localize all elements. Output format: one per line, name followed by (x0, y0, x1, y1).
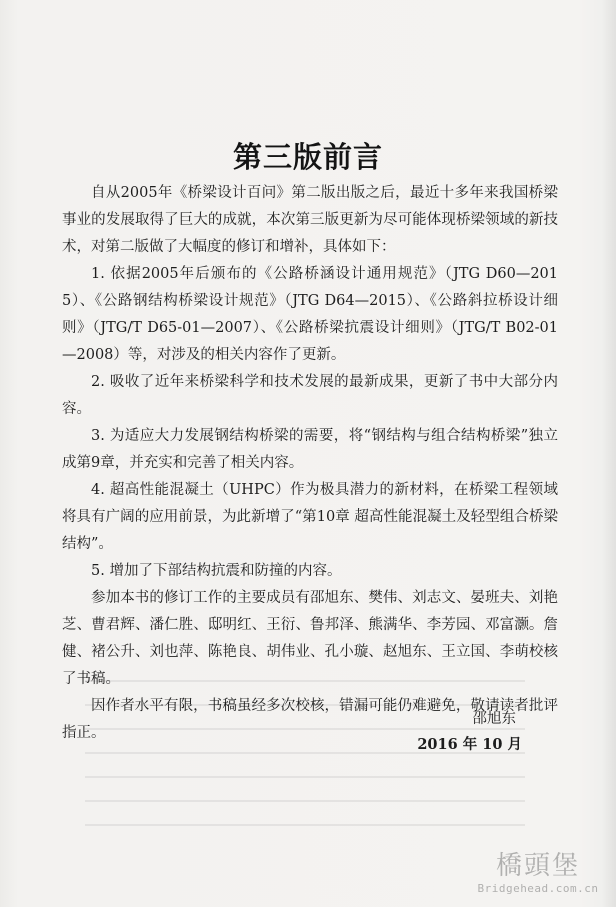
preface-body (62, 180, 558, 747)
paragraph-item-2: 2. 吸收了近年来桥梁科学和技术发展的最新成果，更新了书中大部分内容。 (62, 374, 558, 417)
page-title: 第三版前言 (232, 140, 383, 175)
watermark-logo: 橋頭堡 (495, 851, 580, 881)
paragraph-closing: 因作者水平有限，书稿虽经多次校核，错漏可能仍难避免，敬请读者批评指正。 (62, 698, 558, 741)
paragraph-contributors: 参加本书的修订工作的主要成员有邵旭东、樊伟、刘志文、晏班夫、刘艳芝、曹君辉、潘仁胜、邸明红、王衍、鲁邦泽、熊满华、李芳园、邓富灏。詹健、褚公升、刘也萍、陈艳良、胡伟业、孔小璇、赵旭东、王立国、李萌校核了书稿。 (62, 590, 558, 687)
paragraph-item-5: 5. 增加了下部结构抗震和防撞的内容。 (91, 563, 342, 579)
watermark-url: Bridgehead.com.cn (477, 882, 599, 895)
author-name: 邵旭东 (472, 711, 516, 727)
paragraph-item-3: 3. 为适应大力发展钢结构桥梁的需要，将“钢结构与组合结构桥梁”独立成第9章，并充实和完善了相关内容。 (62, 428, 558, 471)
paragraph-intro: 自从2005年《桥梁设计百问》第二版出版之后，最近十多年来我国桥梁事业的发展取得了巨大的成就，本次第三版更新为尽可能体现桥梁领域的新技术，对第二版做了大幅度的修订和增补，具体如下： (62, 185, 558, 255)
paragraph-item-1: 1. 依据2005年后颁布的《公路桥涵设计通用规范》（JTG D60—2015）、《公路钢结构桥梁设计规范》（JTG D64—2015）、《公路斜拉桥设计细则》（JTG/T D65-01—2007）、《公路桥梁抗震设计细则》（JTG/T B02-01—2008）等，对涉及的相关内容作了更新。 (62, 266, 558, 363)
paragraph-item-4: 4. 超高性能混凝土（UHPC）作为极具潜力的新材料，在桥梁工程领域将具有广阔的应用前景，为此新增了“第10章 超高性能混凝土及轻型组合桥梁结构”。 (62, 482, 558, 552)
watermark (468, 845, 608, 895)
signature-block (417, 706, 522, 758)
signature-date: 2016 年 10 月 (417, 736, 522, 753)
